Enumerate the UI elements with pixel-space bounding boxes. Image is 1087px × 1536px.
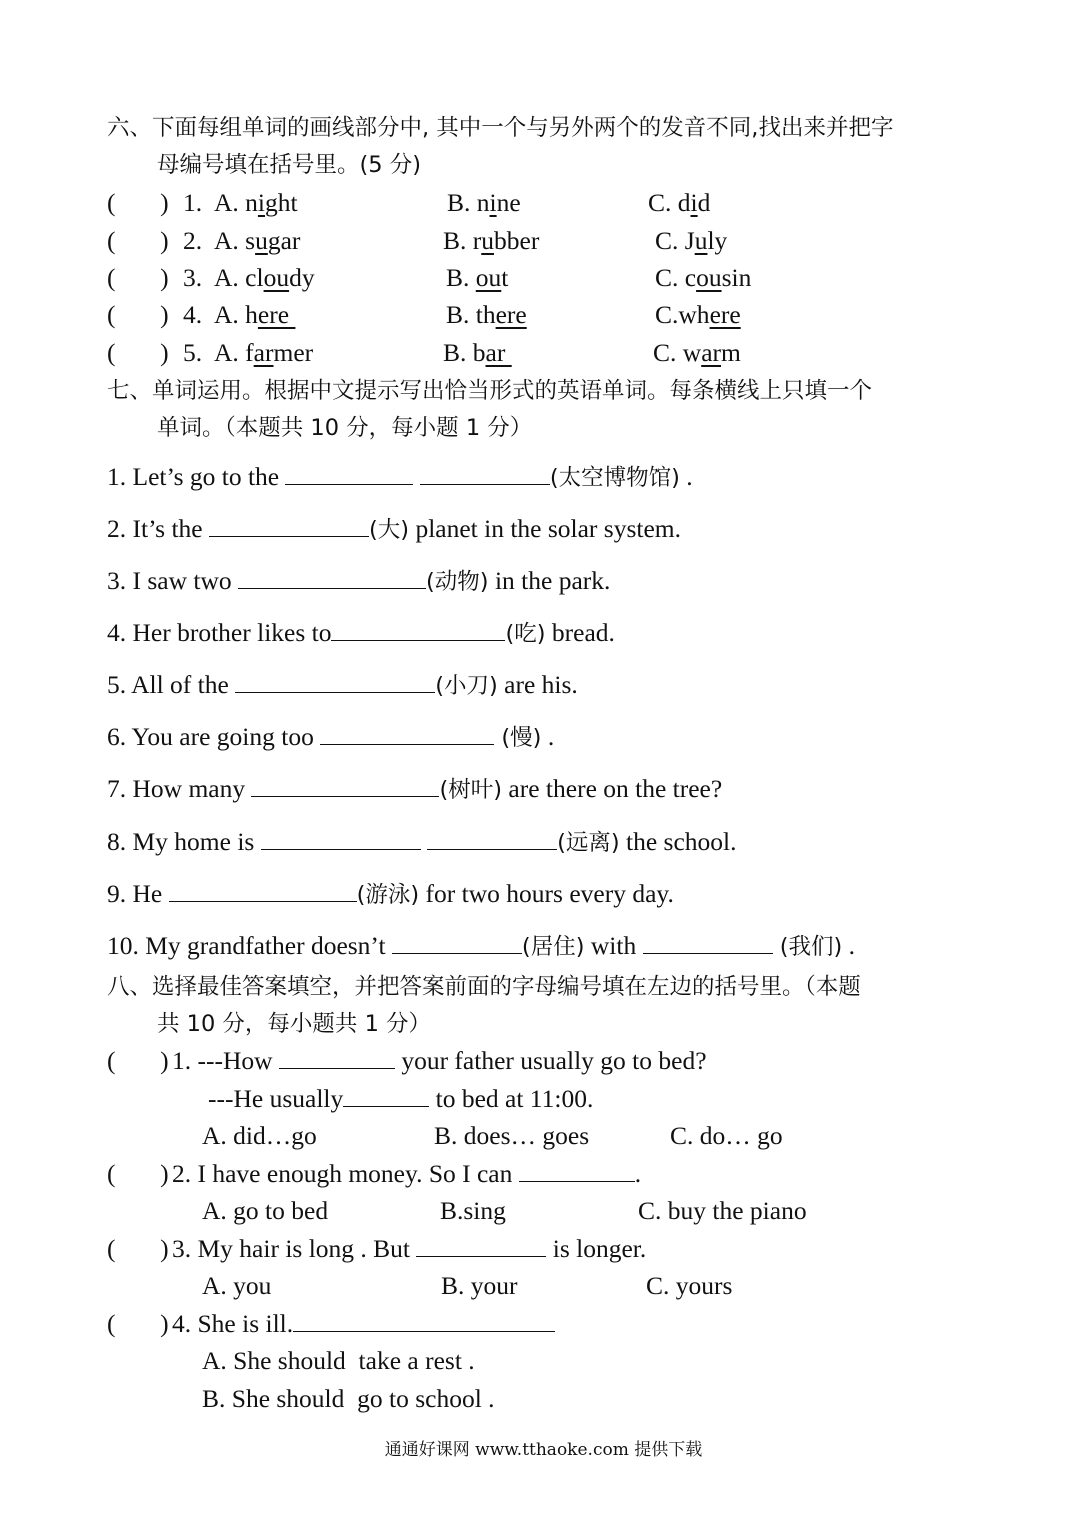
mc-question-2: 2. I have enough money. So I can . <box>172 1159 642 1188</box>
answer-bracket[interactable]: ( ) <box>107 263 169 292</box>
fill-question-4: 4. Her brother likes to (吃) bread. <box>107 618 615 647</box>
option-a: A. farmer <box>214 338 314 367</box>
option-b: B. your <box>441 1271 518 1300</box>
answer-blank[interactable] <box>331 618 505 641</box>
option-a: A. here <box>214 300 296 329</box>
footer-download-note: 通通好课网 www.tthaoke.com 提供下载 <box>384 1440 703 1460</box>
answer-bracket[interactable]: ( ) <box>107 1234 169 1263</box>
answer-blank[interactable] <box>209 514 369 537</box>
mc-question-1: 1. ---How your father usually go to bed? <box>172 1046 707 1075</box>
answer-blank[interactable] <box>279 1046 395 1069</box>
answer-bracket[interactable]: ( ) <box>107 188 169 217</box>
answer-blank[interactable] <box>643 931 773 954</box>
option-c: C. did <box>648 188 711 217</box>
question-number: 5. <box>183 338 203 367</box>
option-c: C. yours <box>646 1271 733 1300</box>
option-c: C. do… go <box>670 1121 783 1150</box>
fill-question-8: 8. My home is (远离) the school. <box>107 827 737 856</box>
question-number: 3. <box>183 263 203 292</box>
option-a: A. cloudy <box>214 263 315 292</box>
answer-blank[interactable] <box>427 827 557 850</box>
answer-bracket[interactable]: ( ) <box>107 226 169 255</box>
option-b: B. nine <box>447 188 521 217</box>
option-b: B. rubber <box>443 226 540 255</box>
option-a: A. did…go <box>202 1121 317 1150</box>
answer-blank[interactable] <box>251 774 439 797</box>
answer-blank[interactable] <box>238 566 426 589</box>
mc-question-1-line2: ---He usually to bed at 11:00. <box>208 1084 594 1113</box>
answer-bracket[interactable]: ( ) <box>107 1159 169 1188</box>
question-number: 4. <box>183 300 203 329</box>
option-c: C. cousin <box>655 263 752 292</box>
fill-question-9: 9. He (游泳) for two hours every day. <box>107 879 674 908</box>
fill-question-3: 3. I saw two (动物) in the park. <box>107 566 611 595</box>
answer-bracket[interactable]: ( ) <box>107 300 169 329</box>
mc-question-3: 3. My hair is long . But is longer. <box>172 1234 647 1263</box>
option-a: A. She should take a rest . <box>202 1346 475 1375</box>
option-b: B. bar <box>443 338 512 367</box>
question-number: 2. <box>183 226 203 255</box>
mc-question-4: 4. She is ill. <box>172 1308 555 1340</box>
answer-blank[interactable] <box>519 1159 635 1182</box>
fill-question-10: 10. My grandfather doesn’t (居住) with (我们) . <box>107 931 856 960</box>
answer-blank[interactable] <box>416 1234 546 1257</box>
answer-blank[interactable] <box>261 827 421 850</box>
option-a: A. sugar <box>214 226 301 255</box>
fill-question-1: 1. Let’s go to the (太空博物馆) . <box>107 462 693 491</box>
option-a: A. you <box>202 1271 272 1300</box>
answer-bracket[interactable]: ( ) <box>107 1046 169 1075</box>
fill-question-5: 5. All of the (小刀) are his. <box>107 670 578 699</box>
section-8-title-line1: 八、选择最佳答案填空，并把答案前面的字母编号填在左边的括号里。（本题 <box>107 974 861 1000</box>
option-b: B.sing <box>440 1196 506 1225</box>
answer-blank[interactable] <box>392 931 522 954</box>
fill-question-7: 7. How many (树叶) are there on the tree? <box>107 774 723 803</box>
answer-blank[interactable] <box>420 462 550 485</box>
question-number: 1. <box>183 188 203 217</box>
answer-blank[interactable] <box>169 879 357 902</box>
option-c: C. buy the piano <box>638 1196 807 1225</box>
option-c: C. July <box>655 226 728 255</box>
option-c: C.where <box>655 300 741 329</box>
answer-blank[interactable] <box>293 1309 555 1332</box>
answer-bracket[interactable]: ( ) <box>107 338 169 367</box>
section-8-title-line2: 共 10 分，每小题共 1 分） <box>157 1011 432 1037</box>
section-6-title-line1: 六、下面每组单词的画线部分中, 其中一个与另外两个的发音不同,找出来并把字 <box>107 115 894 141</box>
answer-blank[interactable] <box>235 670 435 693</box>
answer-bracket[interactable]: ( ) <box>107 1309 169 1338</box>
option-b: B. there <box>446 300 527 329</box>
option-a: A. night <box>214 188 298 217</box>
section-6-title-line2: 母编号填在括号里。(5 分) <box>157 152 422 178</box>
answer-blank[interactable] <box>320 722 494 745</box>
section-7-title-line2: 单词。（本题共 10 分，每小题 1 分） <box>157 415 533 441</box>
section-7-title-line1: 七、单词运用。根据中文提示写出恰当形式的英语单词。每条横线上只填一个 <box>107 378 873 404</box>
answer-blank[interactable] <box>285 462 413 485</box>
fill-question-2: 2. It’s the (大) planet in the solar system. <box>107 514 682 543</box>
option-c: C. warm <box>653 338 741 367</box>
option-b: B. She should go to school . <box>202 1384 495 1413</box>
option-b: B. out <box>446 263 509 292</box>
fill-question-6: 6. You are going too (慢) . <box>107 722 555 751</box>
option-a: A. go to bed <box>202 1196 329 1225</box>
option-b: B. does… goes <box>434 1121 590 1150</box>
answer-blank[interactable] <box>343 1084 429 1107</box>
